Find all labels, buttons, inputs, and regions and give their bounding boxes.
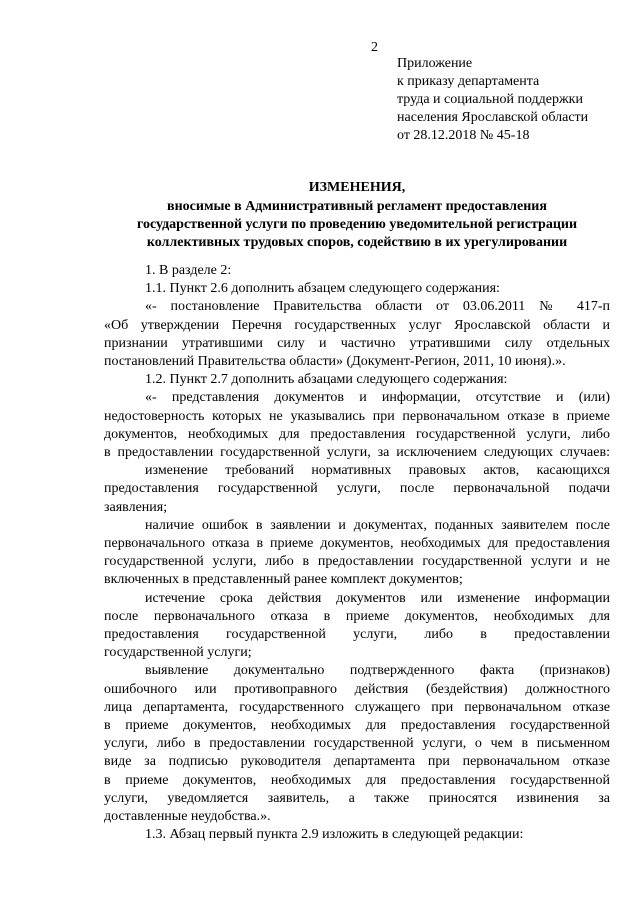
text-line: истечение срока действия документов или изменение информации bbox=[145, 590, 610, 606]
paragraph-case-misconduct bbox=[104, 662, 610, 826]
paragraph-case-errors bbox=[104, 517, 610, 590]
appendix-line: к приказу департамента bbox=[397, 74, 540, 89]
text-line: изменение требований нормативных правовых актов, касающихся bbox=[145, 463, 610, 479]
paragraph-case-requirements bbox=[104, 462, 610, 517]
text-line: ошибочного или противоправного действия (бездействия) должностного bbox=[104, 681, 610, 697]
text-line: в предоставлении государственной услуги, за исключением следующих случаев: bbox=[104, 445, 610, 461]
text-line: постановлений Правительства области» (Документ-Регион, 2011, 10 июня).». bbox=[104, 354, 566, 370]
subtitle-line: государственной услуги по проведению уведомительной регистрации bbox=[136, 217, 578, 232]
text-line: первоначального отказа в приеме документов, необходимых для предоставления bbox=[104, 536, 610, 552]
paragraph-quote-documents bbox=[104, 389, 610, 462]
text-line: в приеме документов, необходимых для предоставления государственной bbox=[104, 772, 610, 788]
text-line: государственной услуги, либо в предоставлении государственной услуги и не bbox=[104, 554, 610, 570]
text-line: «Об утверждении Перечня государственных услуг Ярославской области и bbox=[104, 317, 610, 333]
paragraph-case-expiry bbox=[104, 590, 610, 663]
text-line: признании утратившими силу и частично утратившими силу отдельных bbox=[104, 335, 610, 351]
document-body bbox=[104, 262, 610, 845]
text-line: предоставления государственной услуги, либо в предоставлении bbox=[104, 627, 610, 643]
paragraph-quote-resolution bbox=[104, 298, 610, 371]
text-line: «- представления документов и информации, отсутствие и (или) bbox=[145, 390, 610, 406]
appendix-line: труда и социальной поддержки bbox=[397, 92, 583, 107]
appendix-line: от 28.12.2018 № 45-18 bbox=[397, 128, 530, 143]
text-line: лица департамента, государственного служащего при первоначальном отказе bbox=[104, 699, 610, 715]
text-line: виде за подписью руководителя департамента при первоначальном отказе bbox=[104, 754, 610, 770]
paragraph-item-1-2: 1.2. Пункт 2.7 дополнить абзацами следующего содержания: bbox=[145, 372, 508, 388]
appendix-line: Приложение bbox=[397, 56, 473, 71]
text-line: предоставления государственной услуги, после первоначальной подачи bbox=[104, 481, 610, 497]
page-number: 2 bbox=[371, 40, 378, 55]
text-line: наличие ошибок в заявлении и документах, поданных заявителем после bbox=[145, 517, 610, 533]
paragraph-item-1-3: 1.3. Абзац первый пункта 2.9 изложить в следующей редакции: bbox=[145, 827, 524, 843]
text-line: услуги, либо в предоставлении государственной услуги, о чем в письменном bbox=[104, 736, 610, 752]
text-line: после первоначального отказа в приеме документов, необходимых для bbox=[104, 608, 610, 624]
paragraph-item-1-1: 1.1. Пункт 2.6 дополнить абзацем следующего содержания: bbox=[145, 281, 500, 297]
document-title: ИЗМЕНЕНИЯ, bbox=[308, 180, 406, 195]
text-line: «- постановление Правительства области от 03.06.2011 № 417-п bbox=[145, 299, 610, 315]
subtitle-line: коллективных трудовых споров, содействию в их урегулировании bbox=[146, 235, 568, 250]
text-line: государственной услуги; bbox=[104, 645, 252, 661]
document-subtitle bbox=[104, 198, 610, 252]
paragraph-section-heading: 1. В разделе 2: bbox=[145, 263, 232, 278]
appendix-line: населения Ярославской области bbox=[397, 110, 589, 125]
text-line: документов, необходимых для предоставления государственной услуги, либо bbox=[104, 426, 610, 442]
text-line: недостоверность которых не указывались при первоначальном отказе в приеме bbox=[104, 408, 610, 424]
text-line: доставленные неудобства.». bbox=[104, 809, 271, 825]
text-line: заявления; bbox=[104, 499, 168, 515]
appendix-block bbox=[397, 55, 588, 145]
text-line: в приеме документов, необходимых для предоставления государственной bbox=[104, 718, 610, 734]
text-line: включенных в представленный ранее комплект документов; bbox=[104, 572, 463, 588]
text-line: выявление документально подтвержденного факта (признаков) bbox=[145, 663, 610, 679]
text-line: услуги, уведомляется заявитель, а также приносятся извинения за bbox=[104, 790, 610, 806]
subtitle-line: вносимые в Административный регламент предоставления bbox=[167, 199, 547, 214]
